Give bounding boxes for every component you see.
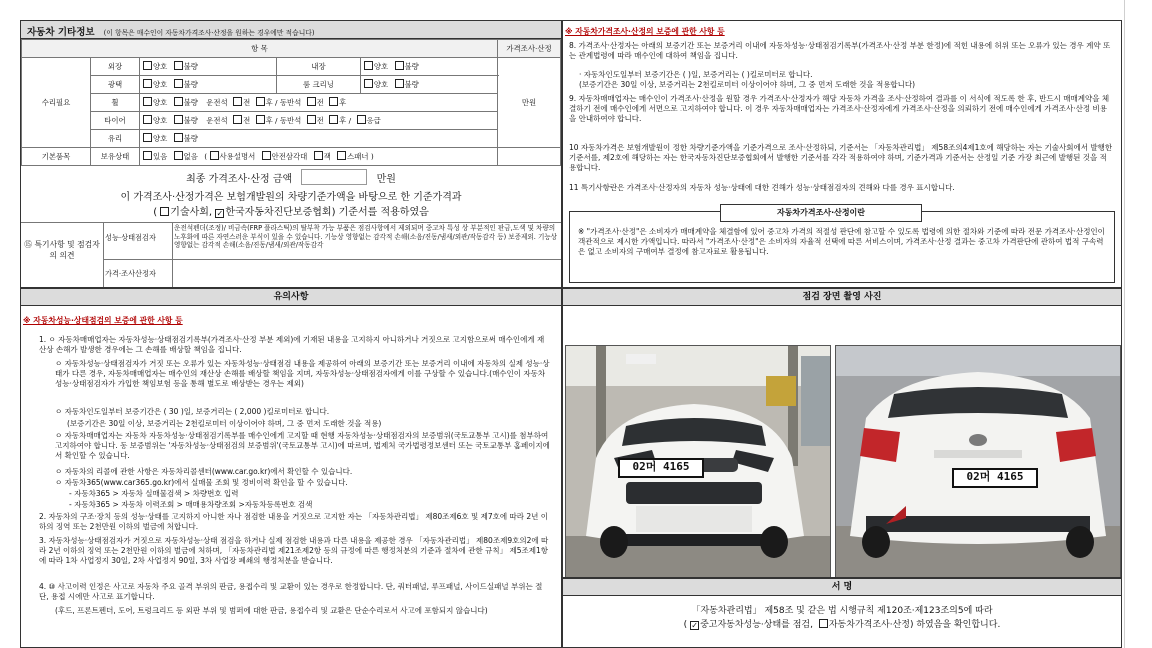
rear-car-drawing: [836, 346, 1120, 578]
bad-label: 불량: [404, 80, 419, 89]
room-good-checkbox[interactable]: [364, 79, 373, 88]
row-glass-label: 유리: [91, 130, 140, 148]
good-label: 양호: [373, 80, 389, 89]
basis-tech-checkbox[interactable]: [160, 207, 169, 216]
signature-section: [562, 578, 1122, 648]
rear-passenger-label: 후 / 동반석: [265, 116, 302, 125]
front-car-photo: [565, 345, 831, 578]
note-item-1i: - 자동차365 > 자동차 이력조회 > 매매용차량조회 >자동차등록번호 검색: [69, 500, 313, 509]
special-notes-label: ⑮ 특기사항 및 점검자의 의견: [24, 240, 100, 260]
spanner-label: 스패너 ): [347, 152, 374, 161]
row-hold-label: 보유상태: [91, 148, 140, 166]
notes-section: [20, 288, 562, 648]
interior-good-checkbox[interactable]: [364, 61, 373, 70]
spanner-checkbox[interactable]: [337, 151, 346, 160]
row-gloss-label: 광택: [91, 76, 140, 94]
other-info-table: [21, 39, 561, 166]
manual-label: 사용설명서: [219, 152, 256, 161]
perf-inspector-label: 성능·상태점검자: [105, 233, 156, 242]
note-item-1c: ㅇ 자동차인도일부터 보증기간은 ( 30 )일, 보증거리는 ( 2,000 )킬로미터로 합니다.: [55, 407, 330, 416]
hold-yes-checkbox[interactable]: [143, 151, 152, 160]
sign-inspection-label: 중고자동차성능·상태를 점검,: [700, 620, 813, 630]
photos-section: [562, 288, 1122, 578]
good-label: 양호: [153, 80, 168, 89]
price-assessor-label: 가격·조사산정자: [105, 269, 156, 278]
note-item-1g: ㅇ 자동차365(www.car365.go.kr)에서 실매물 조회 및 정비이력 확인을 할 수 있습니다.: [55, 478, 348, 487]
note-item-1e: ㅇ 자동차매매업자는 자동차 자동차성능·상태점검기록부를 매수인에게 고지할 때 현행 자동차성능·상태점검자의 보증범위(국토교통부 고시)를 첨부하여 고지하여야 합니다. 동 보증범위는 '자동차성능·상태점검의 보증범위'(국토교통부 고시)에 따르며, 법제처 국가법령정보센터 또는 국토교통부 홈페이지에서 확인할 수 있습니다.: [55, 431, 550, 460]
row-room-label: 룸 크리닝: [277, 76, 361, 94]
gloss-good-checkbox[interactable]: [143, 79, 152, 88]
note-item-1h: - 자동차365 > 자동차 실매물검색 > 차량번호 입력: [69, 489, 239, 498]
signature-paren: (: [683, 620, 688, 630]
signature-header: 서 명: [563, 579, 1121, 596]
notes-header: 유의사항: [21, 289, 561, 306]
tire-options: [140, 112, 498, 130]
good-label: 양호: [373, 62, 389, 71]
note-item-2: 2. 자동차의 구조·장치 등의 성능·상태를 고지하지 아니한 자나 점검한 내용을 거짓으로 고지한 자는 「자동차관리법」 제80조제6호 및 제7호에 따라 2년 이하의 징역 또는 2천만원 이하의 벌금에 처합니다.: [39, 512, 549, 531]
good-label: 양호: [153, 62, 168, 71]
guarantee-item-10: 10 자동차가격은 보험개발원이 정한 차량기준가액을 기준가격으로 조사·산정하되, 기준서는 「자동차관리법」 제58조의4제1호에 해당하는 자는 기술사회에서 발행한 기준서를, 제2호에 해당하는 자는 한국자동차진단보증협회에서 발행한 기준서를 각각 적용하여야 하며, 기준가격과 기준서는 산정일 기준 가장 최근에 발행된 것을 적용합니다.: [569, 143, 1113, 172]
sign-price-checkbox[interactable]: [819, 619, 828, 628]
price-guarantee-heading: ※ 자동차가격조사·산정의 보증에 관한 사항 등: [565, 27, 725, 36]
vehicle-other-info-section: [20, 20, 562, 288]
price-value: 만원: [498, 58, 561, 148]
notes-heading: ※ 자동차성능·상태점검의 보증에 관한 사항 등: [23, 316, 183, 325]
jack-label: 잭: [323, 152, 331, 161]
photos-header: 점검 장면 촬영 사진: [563, 289, 1121, 306]
final-price-row: [21, 169, 561, 189]
final-price-input[interactable]: [301, 169, 367, 185]
basis-kadia-label: 한국자동차진단보증협회) 기준서를 적용하였음: [225, 207, 429, 218]
col-item-header: 항 목: [22, 40, 498, 58]
note-item-1d: (보증기간은 30일 이상, 보증거리는 2천킬로미터 이상이어야 하며, 그 중 먼저 도래한 것을 적용): [67, 419, 382, 428]
front-label: 전: [316, 116, 324, 125]
basis-tech-label: 기술사회,: [170, 207, 213, 218]
rear-label: 후: [339, 98, 347, 107]
signature-line-1: 「자동차관리법」 제58조 및 같은 법 시행규칙 제120조·제123조의5에 따라: [691, 606, 993, 616]
no-label: 없음: [183, 152, 198, 161]
group-repair-label: 수리필요: [22, 58, 91, 148]
basic-price-cell: [498, 148, 561, 166]
bad-label: 불량: [183, 134, 198, 143]
group-basic-label: 기본품목: [22, 148, 91, 166]
row-interior-label: 내장: [277, 58, 361, 76]
tire-driver-front-checkbox[interactable]: [233, 115, 242, 124]
basis-line-1: 이 가격조사·산정가격은 보험개발원의 차량기준가액을 바탕으로 한 기준가격과: [120, 192, 462, 203]
note-item-4: 4. ⑩ 사고이력 인정은 사고로 자동차 주요 골격 부위의 판금, 용접수리 및 교환이 있는 경우로 한정합니다. 단, 쿼터패널, 루프패널, 사이드실패널 부위는 절단, 용접 시에만 사고로 표기합니다.: [39, 582, 543, 601]
wheel-driver-rear-checkbox[interactable]: [256, 97, 265, 106]
basis-line-2: [21, 206, 561, 220]
other-info-header: [21, 21, 561, 39]
rear-license-plate: 02머 4165: [952, 468, 1038, 488]
good-label: 양호: [153, 98, 168, 107]
wheel-options: [140, 94, 498, 112]
rear-car-photo: [835, 345, 1121, 578]
basis-kadia-checkbox[interactable]: ✓: [216, 209, 224, 218]
other-info-note: (이 항목은 매수인이 자동차가격조사·산정을 원하는 경우에만 적습니다): [103, 29, 315, 37]
final-price-label: 최종 가격조사·산정 금액: [186, 174, 293, 185]
tire-passenger-front-checkbox[interactable]: [307, 115, 316, 124]
tire-good-checkbox[interactable]: [143, 115, 152, 124]
interior-options: [360, 58, 497, 76]
note-item-4b: (후드, 프론트펜더, 도어, 트렁크리드 등 외판 부위 및 범퍼에 대한 판금, 용접수리 및 교환은 단순수리로서 사고에 포함되지 않습니다): [55, 606, 488, 615]
good-label: 양호: [153, 134, 168, 143]
signature-line-2: [563, 619, 1121, 631]
row-exterior-label: 외장: [91, 58, 140, 76]
guarantee-item-8-note: (보증기간은 30일 이상, 보증거리는 2천킬로미터 이상이어야 하며, 그 중 먼저 도래한 것을 적용합니다): [579, 80, 916, 89]
page-edge-line: [1124, 0, 1125, 648]
final-price-unit: 만원: [376, 174, 396, 185]
guarantee-item-9: 9. 자동차매매업자는 매수인이 가격조사·산정을 원할 경우 가격조사·산정자가 해당 자동차 가격을 조사·산정하여 결과를 이 서식에 적도록 한 후, 반드시 매매계약을 체결하기 전에 매수인에게 서면으로 고지하여야 합니다. 이 경우 자동차매매업자는 가격조사·산정자에게 가격조사·산정을 의뢰하기 전에 매수인에게 가격조사·산정 비용을 안내하여야 합니다.: [569, 94, 1110, 123]
rear-slash-label: 후 /: [339, 116, 352, 125]
wheel-passenger-rear-checkbox[interactable]: [329, 97, 338, 106]
price-definition-text: ※ "가격조사·산정"은 소비자가 매매계약을 체결함에 있어 중고차 가격의 적절성 판단에 참고할 수 있도록 법령에 의한 절차와 기준에 따라 전문 가격조사·산정인이 객관적으로 제시한 가액입니다. 따라서 "가격조사·산정"은 소비자의 자율적 선택에 따른 서비스이며, 가격조사·산정 결과는 중고차 가격판단에 관하여 법적 구속력은 없고 소비자의 구매여부 결정에 참고자료로 활용됩니다.: [578, 227, 1105, 256]
exterior-bad-checkbox[interactable]: [174, 61, 183, 70]
row-wheel-label: 휠: [91, 94, 140, 112]
tire-spare-checkbox[interactable]: [357, 115, 366, 124]
yes-label: 있음: [153, 152, 168, 161]
price-definition-box: [569, 208, 1115, 283]
spare-label: 응급: [366, 116, 381, 125]
basis-paren: (: [153, 207, 158, 218]
exterior-good-checkbox[interactable]: [143, 61, 152, 70]
wheel-bad-checkbox[interactable]: [174, 97, 183, 106]
inspection-document-page: [20, 20, 1122, 648]
note-item-1: 1. ㅇ 자동차매매업자는 자동차성능·상태점검기록부(가격조사·산정 부분 제외)에 기재된 내용을 고지하지 아니하거나 거짓으로 고지함으로써 매수인에게 재산상 손해가 발생한 경우에는 그 손해를 배상할 책임을 집니다.: [39, 335, 545, 354]
front-license-plate: 02머 4165: [618, 458, 704, 478]
price-definition-title: 자동차가격조사·산정이란: [720, 204, 922, 222]
bad-label: 불량: [183, 62, 198, 71]
note-item-1f: ㅇ 자동차의 리콜에 관한 사항은 자동차리콜센터(www.car.go.kr)에서 확인할 수 있습니다.: [55, 467, 353, 476]
room-bad-checkbox[interactable]: [395, 79, 404, 88]
triangle-checkbox[interactable]: [262, 151, 271, 160]
glass-options: [140, 130, 498, 148]
col-price-header: 가격조사·산정: [498, 40, 561, 58]
price-guarantee-section: [562, 20, 1122, 288]
other-info-title: 자동차 기타정보: [27, 27, 95, 38]
tire-bad-checkbox[interactable]: [174, 115, 183, 124]
interior-bad-checkbox[interactable]: [395, 61, 404, 70]
driver-label: 운전석: [206, 98, 228, 107]
perf-inspector-text: 운전석펜더(조정)/ 비금속(FRP 플라스틱)의 탈부착 가능 부품은 점검사항에서 제외되며 중고차 특성 상 부분적인 판금,도색 및 차량의 노후화에 따른 자연스러운 부식이 있을 수 있습니다. 기능상 영향없는 감각적 손해(소음/진동/냄새/외관/작동감각 등) 보증제외. 기능상 영향없는 감각적 손해(소음/진동/냄새/외관/작동감각: [174, 224, 558, 249]
gloss-options: [140, 76, 277, 94]
wheel-good-checkbox[interactable]: [143, 97, 152, 106]
wheel-driver-front-checkbox[interactable]: [233, 97, 242, 106]
tire-passenger-rear-checkbox[interactable]: [329, 115, 338, 124]
special-notes-block: [21, 222, 561, 288]
bad-label: 불량: [183, 98, 198, 107]
glass-bad-checkbox[interactable]: [174, 133, 183, 142]
driver-label: 운전석: [206, 116, 228, 125]
exterior-options: [140, 58, 277, 76]
room-options: [360, 76, 497, 94]
jack-checkbox[interactable]: [314, 151, 323, 160]
note-item-1b: ㅇ 자동차성능·상태점검자가 거짓 또는 오류가 있는 자동차성능·상태점검 내용을 제공하여 아래의 보증기간 또는 보증거리 이내에 자동차의 실제 성능·상태가 다른 경우, 자동차매매업자는 매수인의 재산상 손해를 배상할 책임을 지며, 자동차성능·상태점검자에게 이를 구상할 수 있습니다.(매수인이 자동차성능·상태점검자가 가입한 책임보험 등을 통해 별도로 배상받는 경우는 제외): [55, 359, 550, 388]
front-label: 전: [316, 98, 324, 107]
wheel-passenger-front-checkbox[interactable]: [307, 97, 316, 106]
guarantee-item-8-period: · 자동차인도일부터 보증기간은 ( )일, 보증거리는 ( )킬로미터로 합니다.: [579, 70, 813, 79]
manual-checkbox[interactable]: [210, 151, 219, 160]
front-label: 전: [243, 98, 251, 107]
rear-passenger-label: 후 / 동반석: [265, 98, 302, 107]
tire-driver-rear-checkbox[interactable]: [256, 115, 265, 124]
bad-label: 불량: [183, 80, 198, 89]
hold-no-checkbox[interactable]: [174, 151, 183, 160]
sign-price-label: 자동차가격조사·산정) 하였음을 확인합니다.: [828, 620, 1001, 630]
good-label: 양호: [153, 116, 168, 125]
sign-inspection-checkbox[interactable]: ✓: [691, 621, 698, 630]
guarantee-item-8: 8. 가격조사·산정자는 아래의 보증기간 또는 보증거리 이내에 자동차성능·상태점검기록부(가격조사·산정 부분 한정)에 적힌 내용에 허위 또는 오류가 있는 경우 계약 또는 관계법령에 따라 매수인에 대하여 책임을 집니다.: [569, 41, 1111, 60]
front-label: 전: [243, 116, 251, 125]
basic-items-options: 있음 없음 ( 사용설명서 안전삼각대 잭 스패너 ): [140, 148, 498, 166]
glass-good-checkbox[interactable]: [143, 133, 152, 142]
note-item-3: 3. 자동차성능·상태점검자가 거짓으로 자동차성능·상태 점검을 하거나 실제 점검한 내용과 다른 내용을 제공한 경우 「자동차관리법」 제80조제9호의2에 따라 2년 이하의 징역 또는 2천만원 이하의 벌금에 처하며, 「자동차관리법 제21조제2항 등의 규정에 따른 행정처분의 기준과 절차에 관한 규칙」 제5조제1항에 따라 1차 사업정지 30일, 2차 사업정지 90일, 3차 사업장 폐쇄의 행정처분을 받습니다.: [39, 536, 549, 565]
row-tire-label: 타이어: [91, 112, 140, 130]
bad-label: 불량: [404, 62, 419, 71]
triangle-label: 안전삼각대: [271, 152, 308, 161]
gloss-bad-checkbox[interactable]: [174, 79, 183, 88]
guarantee-item-11: 11 특기사항란은 가격조사·산정자의 자동차 성능·상태에 대한 견해가 성능·상태점검자의 견해와 다를 경우 표시합니다.: [569, 183, 955, 192]
bad-label: 불량: [183, 116, 198, 125]
